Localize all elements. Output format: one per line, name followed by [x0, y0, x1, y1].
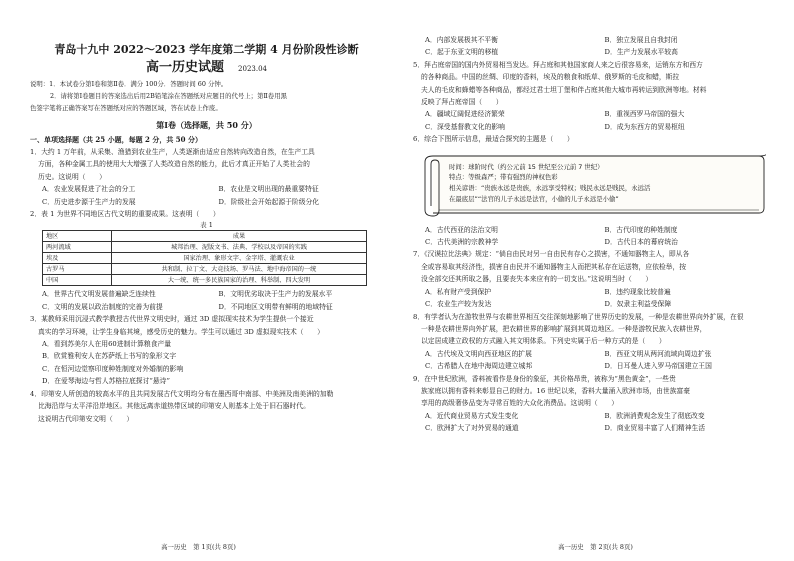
question-9 — [413, 373, 772, 410]
table-header: 地区 — [43, 231, 112, 242]
question-line: 享用的高级奢侈品变为寻常百姓的大众化消费品。这说明（ ） — [421, 399, 619, 408]
question-line: 1．大约 1 万年前，从采集、渔猎到农业生产，人类逐渐由适应自然转向改造自然，在生产工具 — [30, 148, 315, 156]
option-b[interactable]: B．古代印度的种姓制度 — [604, 225, 678, 234]
q1-options-row1 — [30, 183, 383, 195]
civilization-table — [42, 230, 367, 286]
table-row — [43, 264, 367, 275]
instruction-2: 2．请将第Ⅰ卷题目的答案选出后用2B铅笔涂在答题纸对应题目的代号上；第Ⅱ卷用黑 — [50, 92, 287, 100]
table-caption: 表 1 — [200, 221, 213, 230]
exam-subtitle — [30, 59, 383, 78]
option-d[interactable]: D．成为东西方的贸易枢纽 — [604, 122, 685, 131]
q8-options-row1 — [413, 348, 772, 360]
table-cell: 共和制、拉丁文、大竞技场、罗马法、地中海帝国的一统 — [112, 264, 367, 275]
table-cell: 国家治理、象形文字、金字塔、灌溉农业 — [112, 253, 367, 264]
question-2: 2．表 1 为世界不同地区古代文明的重要成果。这表明（ ） — [30, 210, 220, 219]
q9-options-row1 — [413, 410, 772, 422]
option-c[interactable]: C．在恒河边觉察印度种姓制度对外婚制的影响 — [42, 364, 184, 373]
table-cell: 中国 — [43, 275, 112, 286]
q4-options-row2 — [413, 46, 772, 58]
option-d[interactable]: D．阶级社会开始起源于阶级分化 — [218, 197, 320, 206]
scroll-line: 时间：球阶时代（约公元前 15 世纪至公元前 7 世纪） — [449, 162, 604, 171]
table-cell: 城邦治理、泥版文书、法典、学校以及帝国的实践 — [112, 242, 367, 253]
question-line: 4．印第安人所创造的较高水平的且共同发展古代文明均分布在墨西哥中南部、中美洲及南美洲的加勒 — [30, 389, 334, 398]
scroll-text — [449, 162, 749, 205]
q2-options-row1 — [30, 288, 383, 300]
q8-options-row2 — [413, 360, 772, 372]
question-1 — [30, 146, 383, 183]
option-c[interactable]: C．古代美洲的宗教神学 — [425, 238, 499, 247]
option-b[interactable]: B．重视西罗马帝国的强大 — [604, 110, 685, 119]
option-c[interactable]: C．文明的发展以政治制度的完善为前提 — [42, 302, 163, 311]
question-3 — [30, 313, 383, 338]
question-line: 9．在中世纪欧洲，香料被看作是身份的象征，其价格昂贵，被称为“黑色黄金”，一些贵 — [413, 374, 676, 383]
option-d[interactable]: D．日耳曼人进入罗马帝国建立王国 — [604, 362, 712, 371]
option-a[interactable]: A．私有财产受到保护 — [425, 287, 492, 296]
exam-date: 2023.04 — [238, 65, 267, 73]
question-6: 6．综合下图所示信息，最适合探究的主题是（ ） — [413, 135, 574, 144]
q6-options-row2 — [413, 236, 772, 248]
option-c[interactable]: C．历史进步源于生产力的发展 — [42, 197, 136, 206]
table-row — [43, 242, 367, 253]
instruction-3: 色签字笔将正确答案写在答题纸对应的答题区域，答在试卷上作废。 — [30, 104, 222, 112]
table-header: 成果 — [112, 231, 367, 242]
question-line: 以定居成建立政权的方式融入其文明体系。下列史实属于后一种方式的是（ ） — [421, 337, 666, 346]
question-line: 没全部交还其所取之器，且要丧失本来应有的一切支出。”这说明当时（ ） — [421, 275, 653, 284]
table-row — [43, 253, 367, 264]
question-line: 5．拜占庭帝国的国内外贸易相当发达。拜占庭和其他国家商人来之后很容易来，运销东方和西方 — [413, 60, 703, 69]
question-line: 全或容易取其经济性，损害自由民并不通知器物主人而把其私存在运送物，应依检举，按 — [421, 262, 687, 271]
option-d[interactable]: D．古代日本的幕府统治 — [604, 238, 678, 247]
question-line: 夫人的毛皮和蜂蜡等各种商品，都经过君士坦丁堡和伴占庭其他大城市再转运到欧洲等地。材料 — [421, 85, 707, 94]
subject-title: 高一历史试题 — [146, 60, 225, 75]
table-cell: 两河流域 — [43, 242, 112, 253]
option-d[interactable]: D．在爱琴海边与哲人苏格拉底探讨“悬诗” — [42, 377, 170, 386]
question-line: 这说明古代印第安文明（ ） — [38, 414, 134, 423]
page-right — [397, 0, 794, 561]
question-line: 方面，各种金属工具的使用大大增强了人类改造自然的能力，此后才真正开始了人类社会的 — [38, 160, 310, 169]
q1-options-row2 — [30, 196, 383, 208]
instruction-1: 说明：1．本试卷分第Ⅰ卷和第Ⅱ卷．满分 100分．答题时间 60 分钟。 — [30, 80, 228, 88]
option-a[interactable]: A．农业发展促进了社会的分工 — [42, 185, 136, 194]
q5-options-row1 — [413, 108, 772, 120]
option-d[interactable]: D．商业贸易丰富了人们精神生活 — [604, 424, 706, 433]
option-a[interactable]: A．古代埃及文明向西亚地区的扩展 — [425, 349, 532, 358]
table-cell: 古罗马 — [43, 264, 112, 275]
option-a[interactable]: A．古代西亚的法治文明 — [425, 225, 498, 234]
q6-options-row1 — [413, 224, 772, 236]
part-heading: 一、单项选择题（共 25 小题，每题 2 分，共 50 分） — [30, 135, 202, 144]
option-b[interactable]: B．欣赏雅利安人在苏萨纸上书写的象形文字 — [42, 352, 177, 361]
option-b[interactable]: B．欧洲消费观念发生了彻底改变 — [604, 411, 705, 420]
question-line: 族家庭以拥有香料来彰显自己的财力。16 世纪以来，香料大量涌入欧洲市场，由世族富豪 — [421, 386, 691, 395]
option-c[interactable]: C．欧洲扩大了对外贸易的通道 — [425, 424, 519, 433]
question-line: 一种是农耕世界向外扩展，把农耕世界的影响扩展到其周边地区。一种是游牧民族入农耕世界， — [421, 324, 707, 333]
q9-options-row2 — [413, 422, 772, 434]
option-a[interactable]: A．看到苏美尔人在用60进制计算粮食产量 — [42, 340, 172, 349]
q5-options-row2 — [413, 121, 772, 133]
scroll-line: 相关谚语：“贵族永远是贵族，永远享受特权；贱民永远是贱民，永远活 — [449, 184, 651, 193]
option-b[interactable]: B．西亚文明从两河流域向周边扩张 — [604, 349, 712, 358]
option-c[interactable]: C．古希腊人在地中海周边建立城邦 — [425, 362, 533, 371]
option-c[interactable]: C．农业生产较为发达 — [425, 300, 492, 309]
option-d[interactable]: D．奴隶主利益受保障 — [604, 300, 672, 309]
question-7 — [413, 248, 772, 285]
q2-options-row2 — [30, 301, 383, 313]
scroll-illustration — [421, 150, 766, 220]
question-line: 比海沿岸与太平洋沿岸地区。其他远离赤道热带区域的印第安人则基本上处于旧石器时代。 — [38, 402, 310, 411]
option-d[interactable]: D．生产力发展水平较高 — [604, 48, 678, 57]
question-line: 8．有学者认为在游牧世界与农耕世界相互交往深刻地影响了世界历史的发展，一种是农耕世界向外扩展，在很 — [413, 312, 744, 321]
question-5 — [413, 59, 772, 109]
option-b[interactable]: B．违约现象比较普遍 — [604, 287, 671, 296]
question-line: 7．《汉谟拉比法典》规定：“倘自由民对另一自由民有存心之损害，不通知器物主人，即从各 — [413, 250, 690, 259]
table-header-row — [43, 231, 367, 242]
question-line: 3．某教师采用沉浸式教学教授古代世界文明史时，通过 3D 虚拟现实技术为学生提供一个接近 — [30, 315, 314, 324]
question-line: 历史。这说明（ ） — [38, 172, 106, 181]
option-a[interactable]: A．世界古代文明发展普遍缺乏连续性 — [42, 290, 156, 299]
option-a[interactable]: A．疆域辽阔促进经济繁荣 — [425, 110, 505, 119]
option-b[interactable]: B．农业是文明出现的最重要特征 — [218, 185, 319, 194]
question-line: 真实的学习环境，让学生身临其境，感受历史的魅力。学生可以通过 3D 虚拟现实技术（ ） — [38, 327, 324, 336]
option-d[interactable]: D．不同地区文明带有鲜明的地域特征 — [218, 302, 333, 311]
q4-options-row1 — [413, 34, 772, 46]
q7-options-row2 — [413, 298, 772, 310]
option-b[interactable]: B．独立发展且自我封闭 — [604, 36, 678, 44]
option-a[interactable]: A．内部发展极其不平衡 — [425, 36, 498, 44]
page-footer: 高一历史 第 2页(共 8页) — [558, 543, 633, 551]
option-c[interactable]: C．起于东亚文明的移植 — [425, 48, 499, 57]
page-footer: 高一历史 第 1页(共 8页) — [161, 543, 236, 551]
table-cell: 埃及 — [43, 253, 112, 264]
exam-title: 青岛十九中 2022～2023 学年度第二学期 4 月份阶段性诊断 — [54, 43, 359, 56]
question-4 — [30, 388, 383, 425]
question-line: 反映了拜占庭帝国（ ） — [421, 98, 503, 107]
scroll-line: 在最底层”“法官的儿子永远是法官，小偷的儿子永远是小偷” — [449, 195, 619, 204]
option-b[interactable]: B．文明优劣取决于生产力的发展水平 — [218, 290, 333, 299]
option-a[interactable]: A．近代商业贸易方式发生变化 — [425, 411, 519, 420]
section-heading: 第Ⅰ卷（选择题，共 50 分） — [156, 120, 257, 130]
table-cell: 大一统、统一多民族国家的治理、科举制、四大发明 — [112, 275, 367, 286]
question-8 — [413, 311, 772, 348]
question-line: 的各种商品。中国的丝绸、印度的香料，埃及的粮食和纸草、俄罗斯的毛皮和蜡，斯拉 — [421, 73, 680, 82]
scroll-line: 特点：等级森严；带有强烈的神权色彩 — [449, 173, 558, 182]
q7-options-row1 — [413, 286, 772, 298]
table-row — [43, 275, 367, 286]
option-c[interactable]: C．深受基督教文化的影响 — [425, 122, 505, 131]
